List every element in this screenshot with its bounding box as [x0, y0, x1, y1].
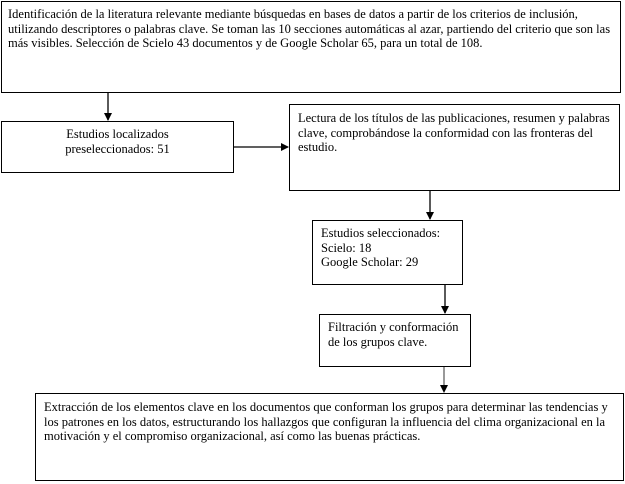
step-title-reading-box	[289, 104, 620, 191]
step-filtering-text: Filtración y conformación de los grupos clave.	[328, 320, 459, 349]
step-title-reading-text: Lectura de los títulos de las publicaciones, resumen y palabras clave, comprobándose la conformidad con las fronteras del estudio.	[298, 111, 610, 155]
step-located-studies-box	[1, 121, 234, 173]
step-identification-box	[1, 1, 621, 93]
step-located-studies-line-2: preseleccionados: 51	[65, 141, 170, 156]
step-filtering-box	[319, 314, 471, 367]
step-located-studies-line-1: Estudios localizados	[66, 127, 169, 141]
step-identification-text: Identificación de la literatura relevante mediante búsquedas en bases de datos a partir de los criterios de inclusión, utilizando descriptores o palabras clave. Se toman las 10 secciones automáticas al azar, partiendo del criterio que son las más visibles. Selección de Scielo 43 documentos y de Google Scholar 65, para un total de 108.	[8, 7, 611, 51]
step-extraction-box	[35, 393, 624, 481]
step-selected-studies-heading: Estudios seleccionados:	[321, 226, 441, 240]
step-selected-studies-scielo: Scielo: 18	[321, 240, 372, 255]
step-selected-studies-box	[312, 220, 463, 285]
step-selected-studies-google-scholar: Google Scholar: 29	[321, 255, 419, 270]
step-extraction-text: Extracción de los elementos clave en los documentos que conforman los grupos para determinar las tendencias y los patrones en los datos, estructurando los hallazgos que configuran la influencia del clima organizacional en la motivación y el compromiso organizacional, así como las buenas prácticas.	[44, 400, 608, 444]
